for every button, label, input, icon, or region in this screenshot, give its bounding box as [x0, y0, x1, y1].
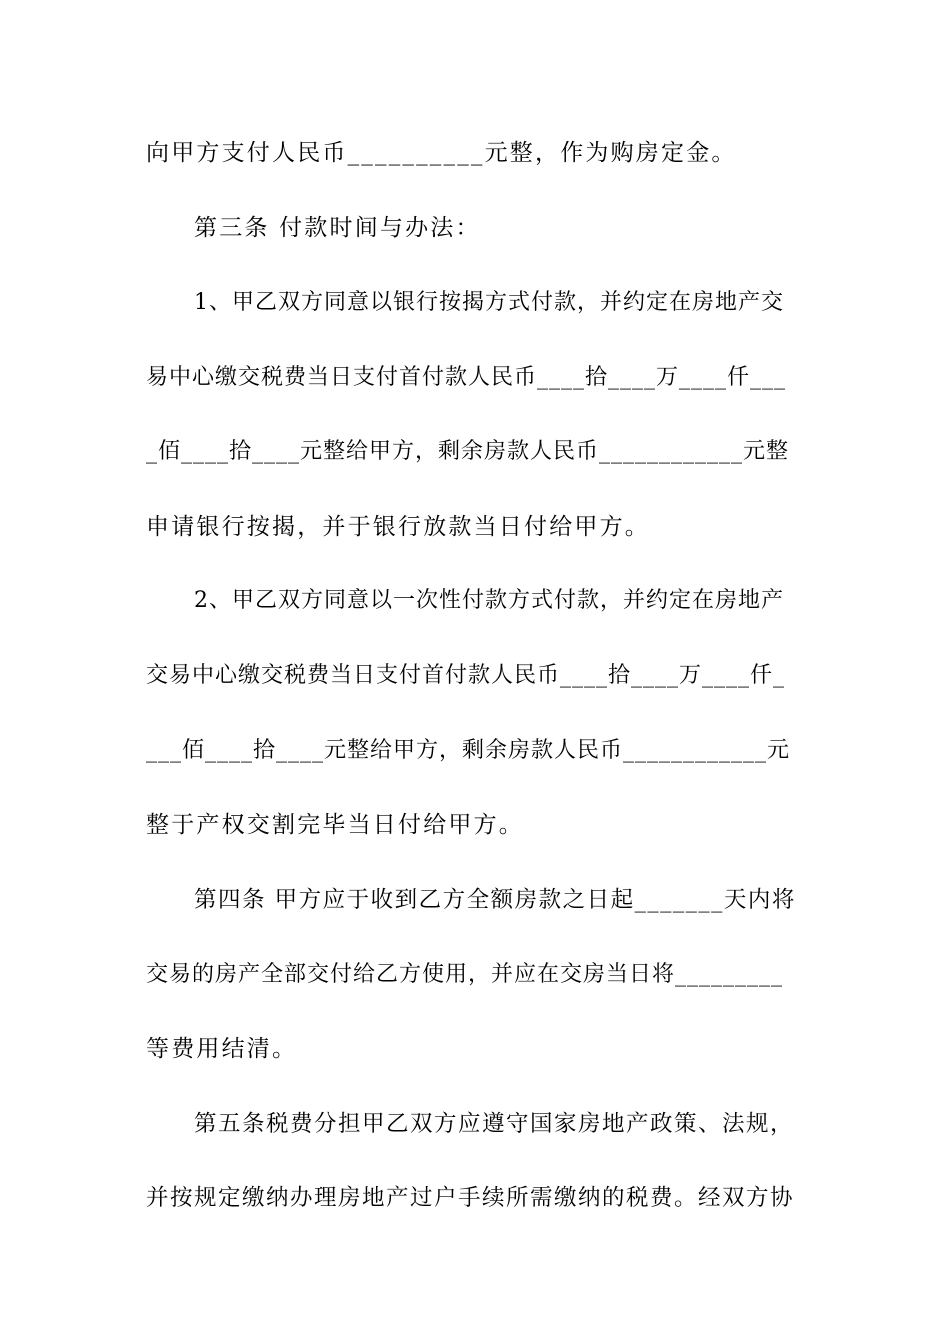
- article-4-line-2: 交易的房产全部交付给乙方使用，并应在交房当日将_________: [146, 962, 784, 987]
- article-3-item-2-line-4: 整于产权交割完毕当日付给甲方。: [146, 812, 524, 838]
- article-4-line-3: 等费用结清。: [146, 1036, 298, 1062]
- article-3-item-2-line-2: 交易中心缴交税费当日支付首付款人民币____拾____万____仟_: [146, 663, 786, 688]
- article-3-item-1-line-2: 易中心缴交税费当日支付首付款人民币____拾____万____仟___: [146, 365, 787, 390]
- article-5-line-2: 并按规定缴纳办理房地产过户手续所需缴纳的税费。经双方协: [146, 1185, 795, 1211]
- paragraph-line-deposit: 向甲方支付人民币__________元整，作为购房定金。: [146, 140, 737, 166]
- article-5-line-1: 第五条税费分担甲乙双方应遵守国家房地产政策、法规，: [194, 1111, 795, 1137]
- article-3-item-2-line-1: 2、甲乙双方同意以一次性付款方式付款，并约定在房地产: [194, 588, 784, 613]
- article-3-item-1-line-4: 申请银行按揭，并于银行放款当日付给甲方。: [146, 514, 650, 540]
- article-4-line-1: 第四条 甲方应于收到乙方全额房款之日起_______天内将: [194, 887, 796, 913]
- article-3-heading: 第三条 付款时间与办法：: [194, 215, 481, 241]
- article-3-item-2-line-3: ___佰____拾____元整给甲方，剩余房款人民币____________元: [146, 738, 791, 763]
- article-3-item-1-line-1: 1、甲乙双方同意以银行按揭方式付款，并约定在房地产交: [194, 290, 784, 315]
- article-3-item-1-line-3: _佰____拾____元整给甲方，剩余房款人民币____________元整: [146, 439, 790, 464]
